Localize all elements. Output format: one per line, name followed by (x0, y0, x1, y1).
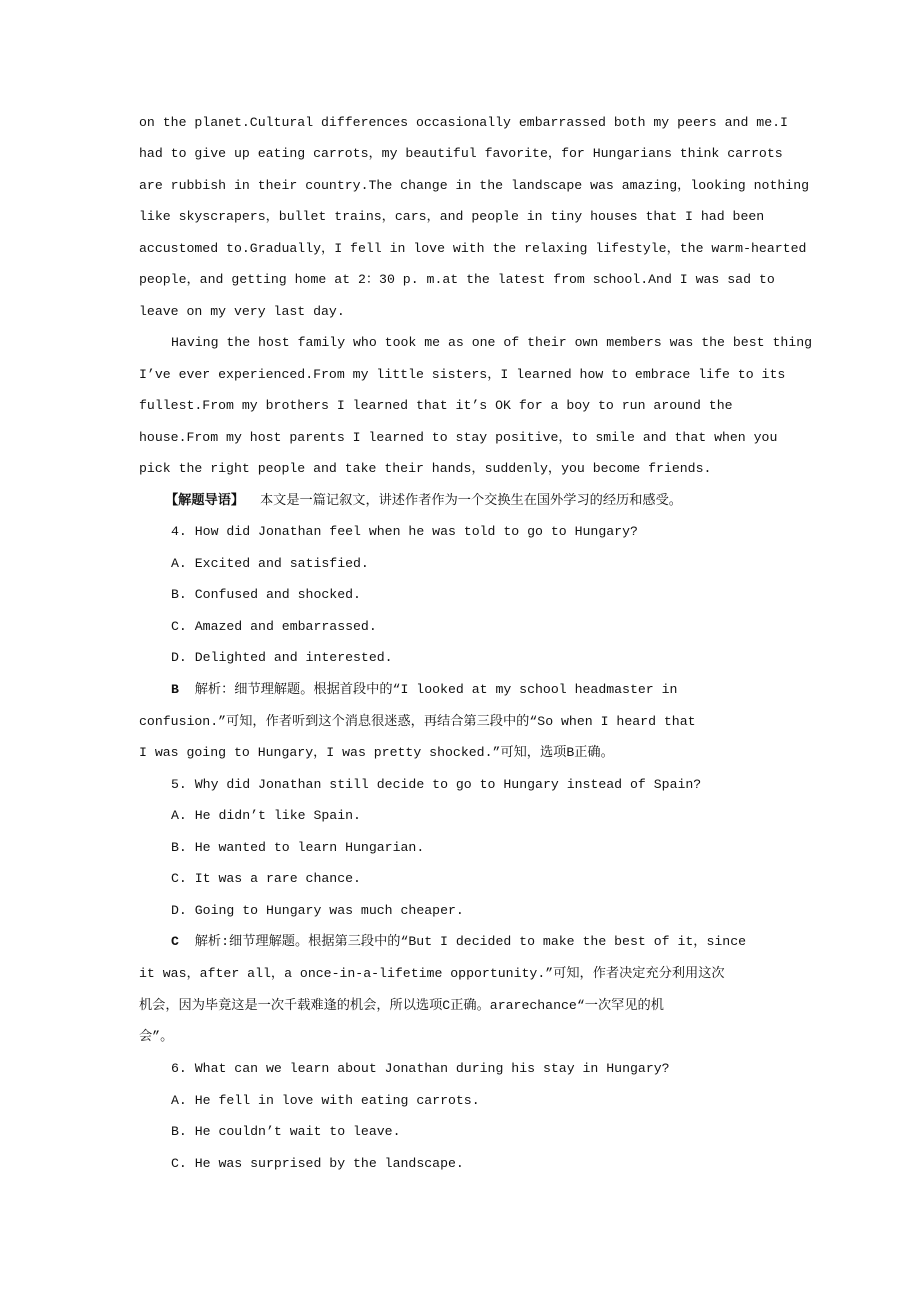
passage-line: accustomed to.Gradually，I fell in love with the relaxing lifestyle，the warm-hearted (139, 241, 807, 256)
option: A. He didn’t like Spain. (171, 808, 361, 823)
passage-line: house.From my host parents I learned to stay positive，to smile and that when you (139, 430, 778, 445)
question-stem: 4. How did Jonathan feel when he was told to go to Hungary? (171, 524, 638, 539)
passage-line: are rubbish in their country.The change in the landscape was amazing，looking nothing (139, 178, 810, 193)
answer-letter: B (171, 682, 179, 697)
analysis-line: 机会，因为毕竟这是一次千载难逢的机会，所以选项C正确。ararechance“一次罕见的机 (139, 998, 664, 1013)
option: C. Amazed and embarrassed. (171, 619, 377, 634)
analysis-line: I was going to Hungary，I was pretty shocked.”可知，选项B正确。 (139, 745, 614, 760)
passage-line: Having the host family who took me as one of their own members was the best thing (171, 335, 813, 350)
passage-line: on the planet.Cultural differences occasionally embarrassed both my peers and me.I (139, 115, 788, 130)
passage-line: had to give up eating carrots，my beautiful favorite，for Hungarians think carrots (139, 146, 783, 161)
option: D. Delighted and interested. (171, 650, 393, 665)
passage-line: leave on my very last day. (139, 304, 345, 319)
passage-line: pick the right people and take their hands，suddenly，you become friends. (139, 461, 712, 476)
analysis-text: 解析:细节理解题。根据第三段中的“But I decided to make the best of it，since (194, 934, 747, 949)
analysis-line (171, 932, 746, 952)
option: C. He was surprised by the landscape. (171, 1156, 464, 1171)
option: B. He couldn’t wait to leave. (171, 1124, 401, 1139)
guide-label: 【解题导语】 (165, 493, 245, 508)
passage-line: people，and getting home at 2：30 p. m.at the latest from school.And I was sad to (139, 272, 775, 287)
option: A. Excited and satisfied. (171, 556, 369, 571)
answer-letter: C (171, 934, 179, 949)
option: B. Confused and shocked. (171, 587, 361, 602)
guide-line (165, 491, 682, 511)
analysis-line (171, 680, 677, 700)
guide-text: 本文是一篇记叙文，讲述作者作为一个交换生在国外学习的经历和感受。 (259, 493, 682, 508)
option: B. He wanted to learn Hungarian. (171, 840, 425, 855)
analysis-line: it was，after all，a once-in-a-lifetime opportunity.”可知，作者决定充分利用这次 (139, 966, 725, 981)
option: C. It was a rare chance. (171, 871, 361, 886)
option: D. Going to Hungary was much cheaper. (171, 903, 464, 918)
analysis-line: confusion.”可知，作者听到这个消息很迷惑，再结合第三段中的“So when I heard that (139, 714, 696, 729)
analysis-line: 会”。 (139, 1029, 174, 1044)
passage-line: fullest.From my brothers I learned that it’s OK for a boy to run around the (139, 398, 733, 413)
option: A. He fell in love with eating carrots. (171, 1093, 480, 1108)
question-stem: 6. What can we learn about Jonathan during his stay in Hungary? (171, 1061, 670, 1076)
question-stem: 5. Why did Jonathan still decide to go to Hungary instead of Spain? (171, 777, 702, 792)
passage-line: I’ve ever experienced.From my little sisters，I learned how to embrace life to its (139, 367, 786, 382)
analysis-text: 解析：细节理解题。根据首段中的“I looked at my school headmaster in (194, 682, 678, 697)
passage-line: like skyscrapers，bullet trains，cars，and people in tiny houses that I had been (139, 209, 765, 224)
